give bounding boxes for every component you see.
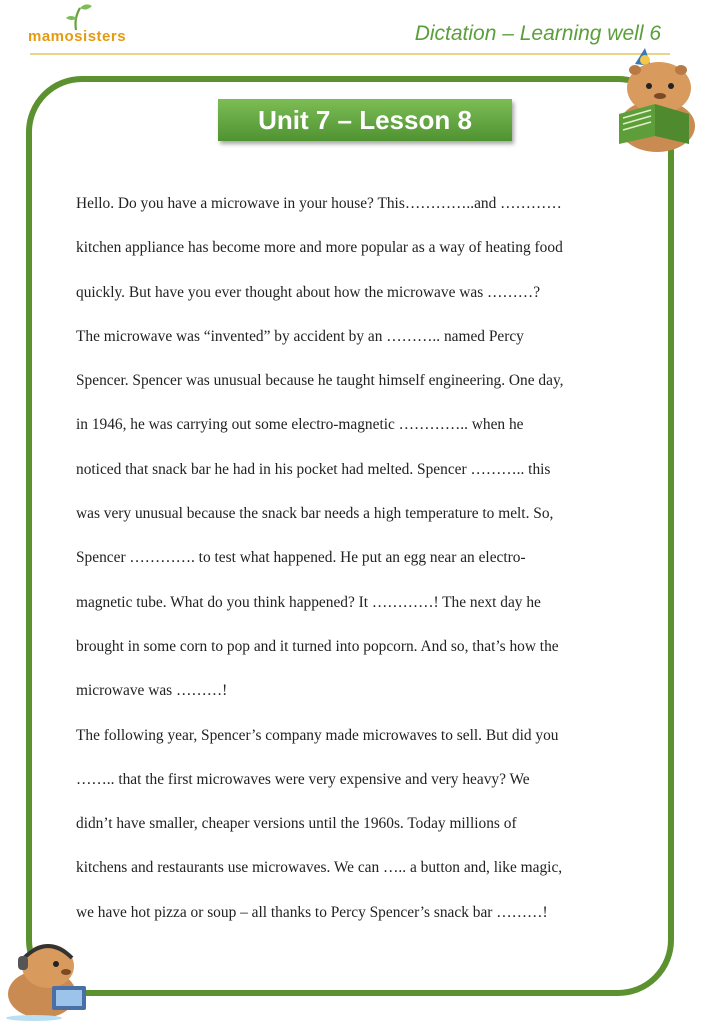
passage-line: brought in some corn to pop and it turned into popcorn. And so, that’s how the: [76, 637, 559, 655]
passage-line: …….. that the first microwaves were very expensive and very heavy? We: [76, 770, 530, 788]
passage-line: The microwave was “invented” by accident by an ……….. named Percy: [76, 327, 524, 345]
passage-line: microwave was ………!: [76, 682, 228, 700]
passage-line: Hello. Do you have a microwave in your house? This…………..and …………: [76, 195, 562, 212]
brand-logo: [28, 2, 127, 54]
passage-line: Spencer. Spencer was unusual because he taught himself engineering. One day,: [76, 372, 564, 390]
capybara-laptop-icon: [4, 938, 94, 1022]
passage-line: kitchen appliance has become more and more popular as a way of heating food: [76, 239, 563, 257]
logo-text: mamosisters: [28, 28, 127, 45]
passage-line: noticed that snack bar he had in his pocket had melted. Spencer ……….. this: [76, 460, 551, 478]
passage-line: didn’t have smaller, cheaper versions until the 1960s. Today millions of: [76, 815, 517, 833]
header-divider: [30, 53, 670, 55]
passage-line: The following year, Spencer’s company made microwaves to sell. But did you: [76, 726, 559, 744]
passage-line: was very unusual because the snack bar needs a high temperature to melt. So,: [76, 505, 554, 523]
lesson-banner: Unit 7 – Lesson 8: [218, 99, 512, 141]
passage-line: in 1946, he was carrying out some electro-magnetic ………….. when he: [76, 416, 524, 434]
passage-line: Spencer …………. to test what happened. He put an egg near an electro-: [76, 549, 526, 567]
passage-line: magnetic tube. What do you think happened? It …………! The next day he: [76, 593, 541, 611]
capybara-reading-icon: [605, 44, 705, 156]
passage-line: kitchens and restaurants use microwaves. We can ….. a button and, like magic,: [76, 859, 563, 877]
dictation-passage: [76, 182, 662, 935]
passage-line: quickly. But have you ever thought about how the microwave was ………?: [76, 283, 541, 301]
passage-line: we have hot pizza or soup – all thanks to Percy Spencer’s snack bar ………!: [76, 903, 548, 921]
header-title: Dictation – Learning well 6: [414, 22, 661, 45]
